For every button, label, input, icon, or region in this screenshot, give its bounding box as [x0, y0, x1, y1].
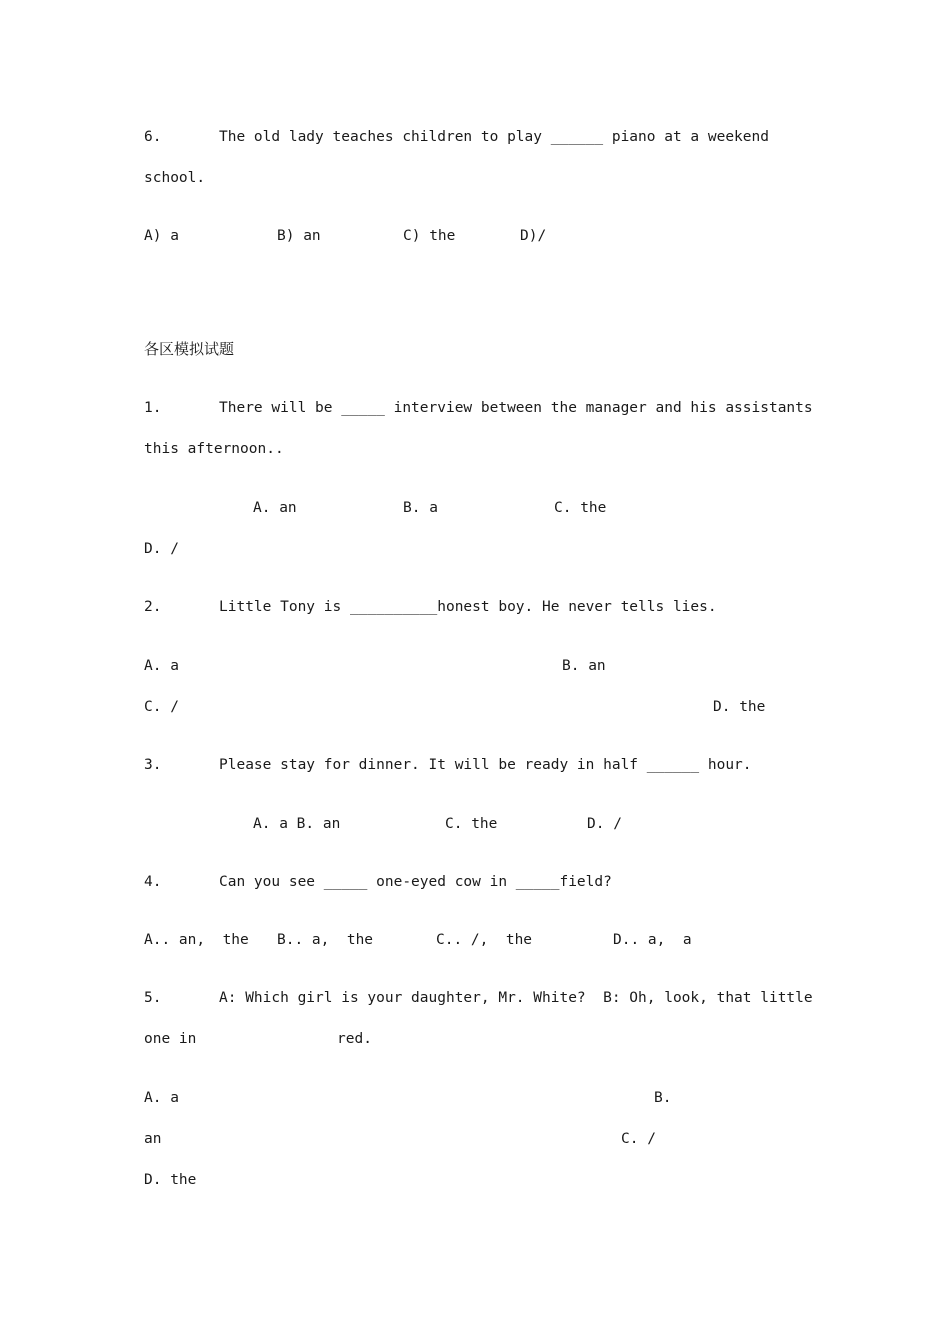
q4-stem-line1: Can you see _____ one-eyed cow in _____field? [219, 874, 612, 890]
q1-stem-line1: There will be _____ interview between the manager and his assistants [219, 400, 813, 416]
q5-stem-line2-start: one in [144, 1031, 197, 1047]
q6-option-c: C) the [403, 228, 456, 244]
q6-option-a: A) a [144, 228, 179, 244]
q2-option-c: C. / [144, 699, 179, 715]
q2-option-a: A. a [144, 658, 179, 674]
q3-stem-line1: Please stay for dinner. It will be ready in half ______ hour. [219, 757, 752, 773]
q1-option-b: B. a [403, 500, 438, 516]
q1-option-d: D. / [144, 541, 179, 557]
q6-stem-line1: The old lady teaches children to play ______ piano at a weekend [219, 129, 769, 145]
q2-option-d: D. the [713, 699, 766, 715]
q6-option-d: D)/ [520, 228, 547, 244]
q6-stem-line2: school. [144, 170, 206, 186]
q4-option-c: C.. /, the [436, 932, 533, 948]
q6-option-b: B) an [277, 228, 321, 244]
q5-option-b-text: an [144, 1131, 162, 1147]
q5-option-d: D. the [144, 1172, 197, 1188]
q1-stem-line2: this afternoon.. [144, 441, 284, 457]
q4-option-d: D.. a, a [613, 932, 692, 948]
q3-option-c: C. the [445, 816, 498, 832]
q4-number: 4. [144, 874, 162, 890]
q3-number: 3. [144, 757, 162, 773]
q3-option-ab: A. a B. an [253, 816, 341, 832]
section-title: 各区模拟试题 [144, 340, 235, 358]
q2-option-b: B. an [562, 658, 606, 674]
q2-stem-line1: Little Tony is __________honest boy. He never tells lies. [219, 599, 717, 615]
q5-option-a: A. a [144, 1090, 179, 1106]
q5-option-b: B. [654, 1090, 672, 1106]
q1-option-a: A. an [253, 500, 297, 516]
q1-option-c: C. the [554, 500, 607, 516]
q3-option-d: D. / [587, 816, 622, 832]
q2-number: 2. [144, 599, 162, 615]
q5-option-c: C. / [621, 1131, 656, 1147]
q5-number: 5. [144, 990, 162, 1006]
q4-option-a: A.. an, the [144, 932, 249, 948]
q6-number: 6. [144, 129, 162, 145]
q1-number: 1. [144, 400, 162, 416]
q4-option-b: B.. a, the [277, 932, 374, 948]
q5-stem-line1: A: Which girl is your daughter, Mr. White? B: Oh, look, that little [219, 990, 813, 1006]
q5-stem-line2-end: red. [337, 1031, 372, 1047]
